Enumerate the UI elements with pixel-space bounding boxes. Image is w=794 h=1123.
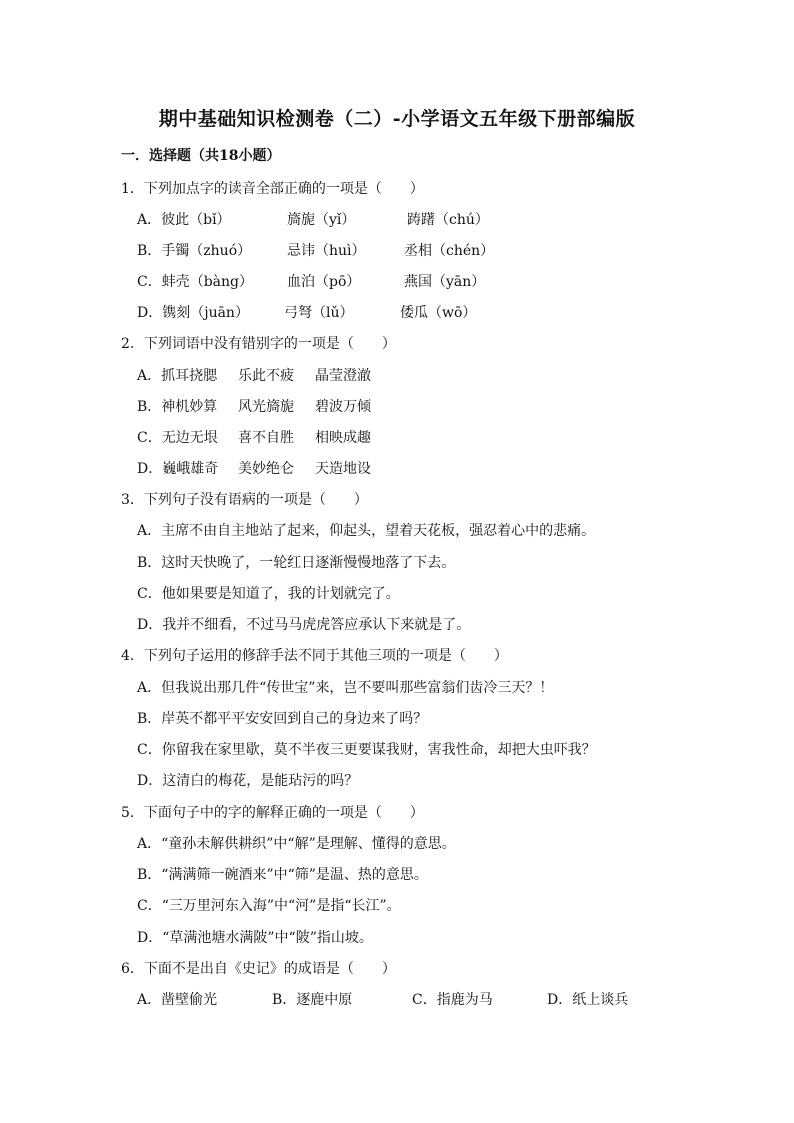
q2-option-b-1: B．神机妙算	[137, 399, 218, 415]
q1-option-a-3: 踌躇（chú）	[407, 212, 489, 228]
q5-option-d: D．“草满池塘水满陂”中“陂”指山坡。	[137, 930, 373, 946]
question-3-stem: 3．下列句子没有语病的一项是（ ）	[121, 492, 368, 508]
q5-option-c: C．“三万里河东入海”中“河”是指“长江”。	[137, 898, 401, 914]
q6-option-d: D．纸上谈兵	[547, 992, 629, 1008]
q1-option-d-2: 弓弩（lǔ）	[284, 305, 354, 321]
q6-option-a: A．凿壁偷光	[137, 992, 218, 1008]
q2-option-a-1: A．抓耳挠腮	[137, 368, 218, 384]
q2-option-d-1: D．巍峨雄奇	[137, 461, 219, 477]
q3-option-c: C．他如果要是知道了，我的计划就完了。	[137, 586, 400, 602]
q2-option-a-3: 晶莹澄澈	[315, 368, 371, 384]
q1-option-b-3: 丞相（chén）	[404, 243, 495, 259]
q1-option-c-2: 血泊（pō）	[287, 274, 361, 290]
q1-option-d-1: D．镌刻（juān）	[137, 305, 249, 321]
q3-option-d: D．我并不细看，不过马马虎虎答应承认下来就是了。	[137, 617, 471, 633]
page-title: 期中基础知识检测卷（二）-小学语文五年级下册部编版	[158, 108, 636, 130]
question-2-stem: 2．下列词语中没有错别字的一项是（ ）	[121, 336, 396, 352]
q1-option-c-1: C．蚌壳（bàng）	[137, 274, 253, 290]
section-heading: 一．选择题（共18小题）	[121, 148, 281, 164]
q4-option-c: C．你留我在家里歇，莫不半夜三更要谋我财，害我性命，却把大虫吓我？	[137, 742, 596, 758]
q2-option-d-2: 美妙绝仑	[238, 461, 294, 477]
q2-option-c-2: 喜不自胜	[238, 430, 294, 446]
q4-option-a: A．但我说出那几件“传世宝”来，岂不要叫那些富翁们齿冷三天？！	[137, 680, 554, 696]
q5-option-b: B．“满满筛一碗酒来”中“筛”是温、热的意思。	[137, 867, 428, 883]
q6-option-c: C．指鹿为马	[412, 992, 493, 1008]
q2-option-c-3: 相映成趣	[315, 430, 371, 446]
q2-option-b-2: 风光旖旎	[238, 399, 294, 415]
q4-option-d: D．这清白的梅花，是能玷污的吗？	[137, 773, 359, 789]
q5-option-a: A．“童孙未解供耕织”中“解”是理解、懂得的意思。	[137, 836, 456, 852]
q3-option-b: B．这时天快晚了，一轮红日逐渐慢慢地落了下去。	[137, 555, 456, 571]
q6-option-b: B．逐鹿中原	[272, 992, 353, 1008]
question-6-stem: 6．下面不是出自《史记》的成语是（ ）	[121, 961, 396, 977]
q2-option-d-3: 天造地设	[315, 461, 371, 477]
question-5-stem: 5．下面句子中的字的解释正确的一项是（ ）	[121, 805, 424, 821]
q1-option-a-1: A．彼此（bǐ）	[137, 212, 231, 228]
q3-option-a: A．主席不由自主地站了起来，仰起头，望着天花板，强忍着心中的悲痛。	[137, 523, 596, 539]
q1-option-c-3: 燕国（yān）	[404, 274, 486, 290]
q1-option-b-2: 忌讳（huì）	[287, 243, 366, 259]
q4-option-b: B．岸英不都平平安安回到自己的身边来了吗？	[137, 711, 428, 727]
q1-option-a-2: 旖旎（yǐ）	[287, 212, 356, 228]
question-1-stem: 1．下列加点字的读音全部正确的一项是（ ）	[121, 181, 424, 197]
q2-option-a-2: 乐此不疲	[238, 368, 294, 384]
question-4-stem: 4．下列句子运用的修辞手法不同于其他三项的一项是（ ）	[121, 648, 508, 664]
q1-option-d-3: 倭瓜（wō）	[400, 305, 477, 321]
q1-option-b-1: B．手镯（zhuó）	[137, 243, 252, 259]
q2-option-b-3: 碧波万倾	[315, 399, 371, 415]
q2-option-c-1: C．无边无垠	[137, 430, 218, 446]
